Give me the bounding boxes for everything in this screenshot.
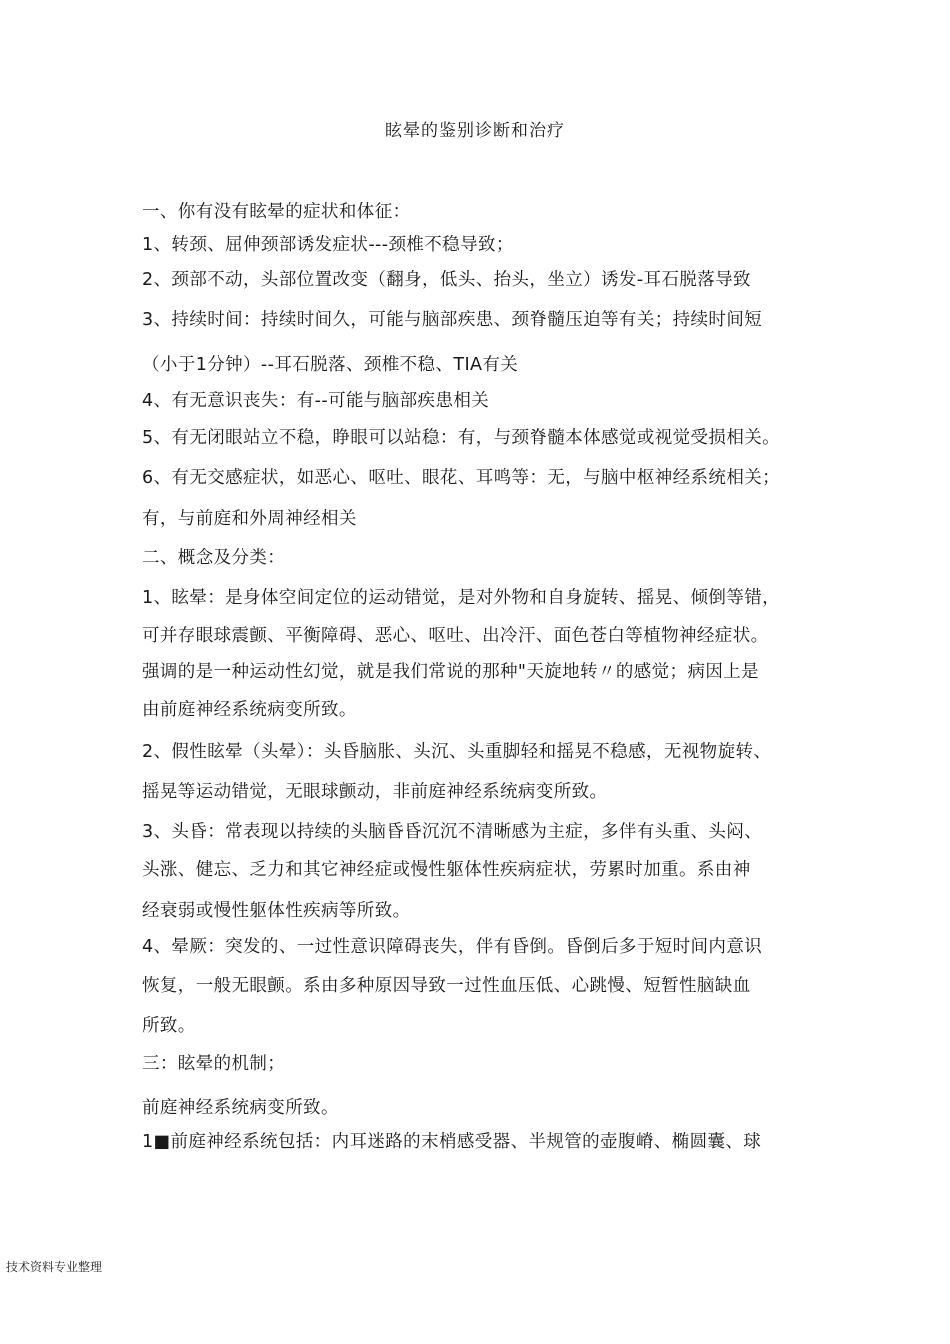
section-heading-2: 二、概念及分类： <box>142 548 286 568</box>
text-line-13: 强调的是一种运动性幻觉，就是我们常说的那种"天旋地转〃的感觉；病因上是 <box>142 662 760 682</box>
text-line-6: 4、有无意识丧失：有--可能与脑部疾患相关 <box>142 391 490 411</box>
text-line-4: 3、持续时间：持续时间久，可能与脑部疾患、颈脊髓压迫等有关；持续时间短 <box>142 310 763 330</box>
text-line-12: 可并存眼球震颤、平衡障碍、恶心、呕吐、出冷汗、面色苍白等植物神经症状。 <box>142 626 769 646</box>
text-line-16: 摇晃等运动错觉，无眼球颤动，非前庭神经系统病变所致。 <box>142 782 608 802</box>
document-title: 眩晕的鉴别诊断和治疗 <box>385 121 565 141</box>
text-line-2: 1、转颈、屈伸颈部诱发症状---颈椎不稳导致； <box>142 235 514 255</box>
text-line-14: 由前庭神经系统病变所致。 <box>142 700 357 720</box>
text-line-3: 2、颈部不动，头部位置改变（翻身，低头、抬头，坐立）诱发-耳石脱落导致 <box>142 270 751 290</box>
text-line-24: 前庭神经系统病变所致。 <box>142 1098 339 1118</box>
section-heading-3: 三：眩晕的机制； <box>142 1054 286 1074</box>
text-line-8: 6、有无交感症状，如恶心、呕吐、眼花、耳鸣等：无，与脑中枢神经系统相关； <box>142 468 781 488</box>
text-line-20: 4、晕厥：突发的、一过性意识障碍丧失，伴有昏倒。昏倒后多于短时间内意识 <box>142 937 763 957</box>
text-line-1: 一、你有没有眩晕的症状和体征： <box>142 202 411 222</box>
text-line-7: 5、有无闭眼站立不稳，睁眼可以站稳：有，与颈脊髓本体感觉或视觉受损相关。 <box>142 428 781 448</box>
text-line-21: 恢复，一般无眼颤。系由多种原因导致一过性血压低、心跳慢、短暂性脑缺血 <box>142 976 751 996</box>
page-footer: 技术资料专业整理 <box>6 1260 103 1274</box>
text-line-18: 头涨、健忘、乏力和其它神经症或慢性躯体性疾病症状，劳累时加重。系由神 <box>142 860 751 880</box>
text-line-15: 2、假性眩晕（头晕）：头昏脑胀、头沉、头重脚轻和摇晃不稳感，无视物旋转、 <box>142 742 772 762</box>
text-line-11: 1、眩晕：是身体空间定位的运动错觉，是对外物和自身旋转、摇晃、倾倒等错， <box>142 588 781 608</box>
text-line-22: 所致。 <box>142 1016 196 1036</box>
text-line-17: 3、头昏：常表现以持续的头脑昏昏沉沉不清晰感为主症，多伴有头重、头闷、 <box>142 822 763 842</box>
text-line-5: （小于1分钟）--耳石脱落、颈椎不稳、TIA有关 <box>142 355 519 375</box>
text-line-19: 经衰弱或慢性躯体性疾病等所致。 <box>142 901 411 921</box>
text-line-9: 有，与前庭和外周神经相关 <box>142 509 357 529</box>
text-line-25: 1■前庭神经系统包括：内耳迷路的末梢感受器、半规管的壶腹嵴、椭圆囊、球 <box>142 1132 762 1152</box>
